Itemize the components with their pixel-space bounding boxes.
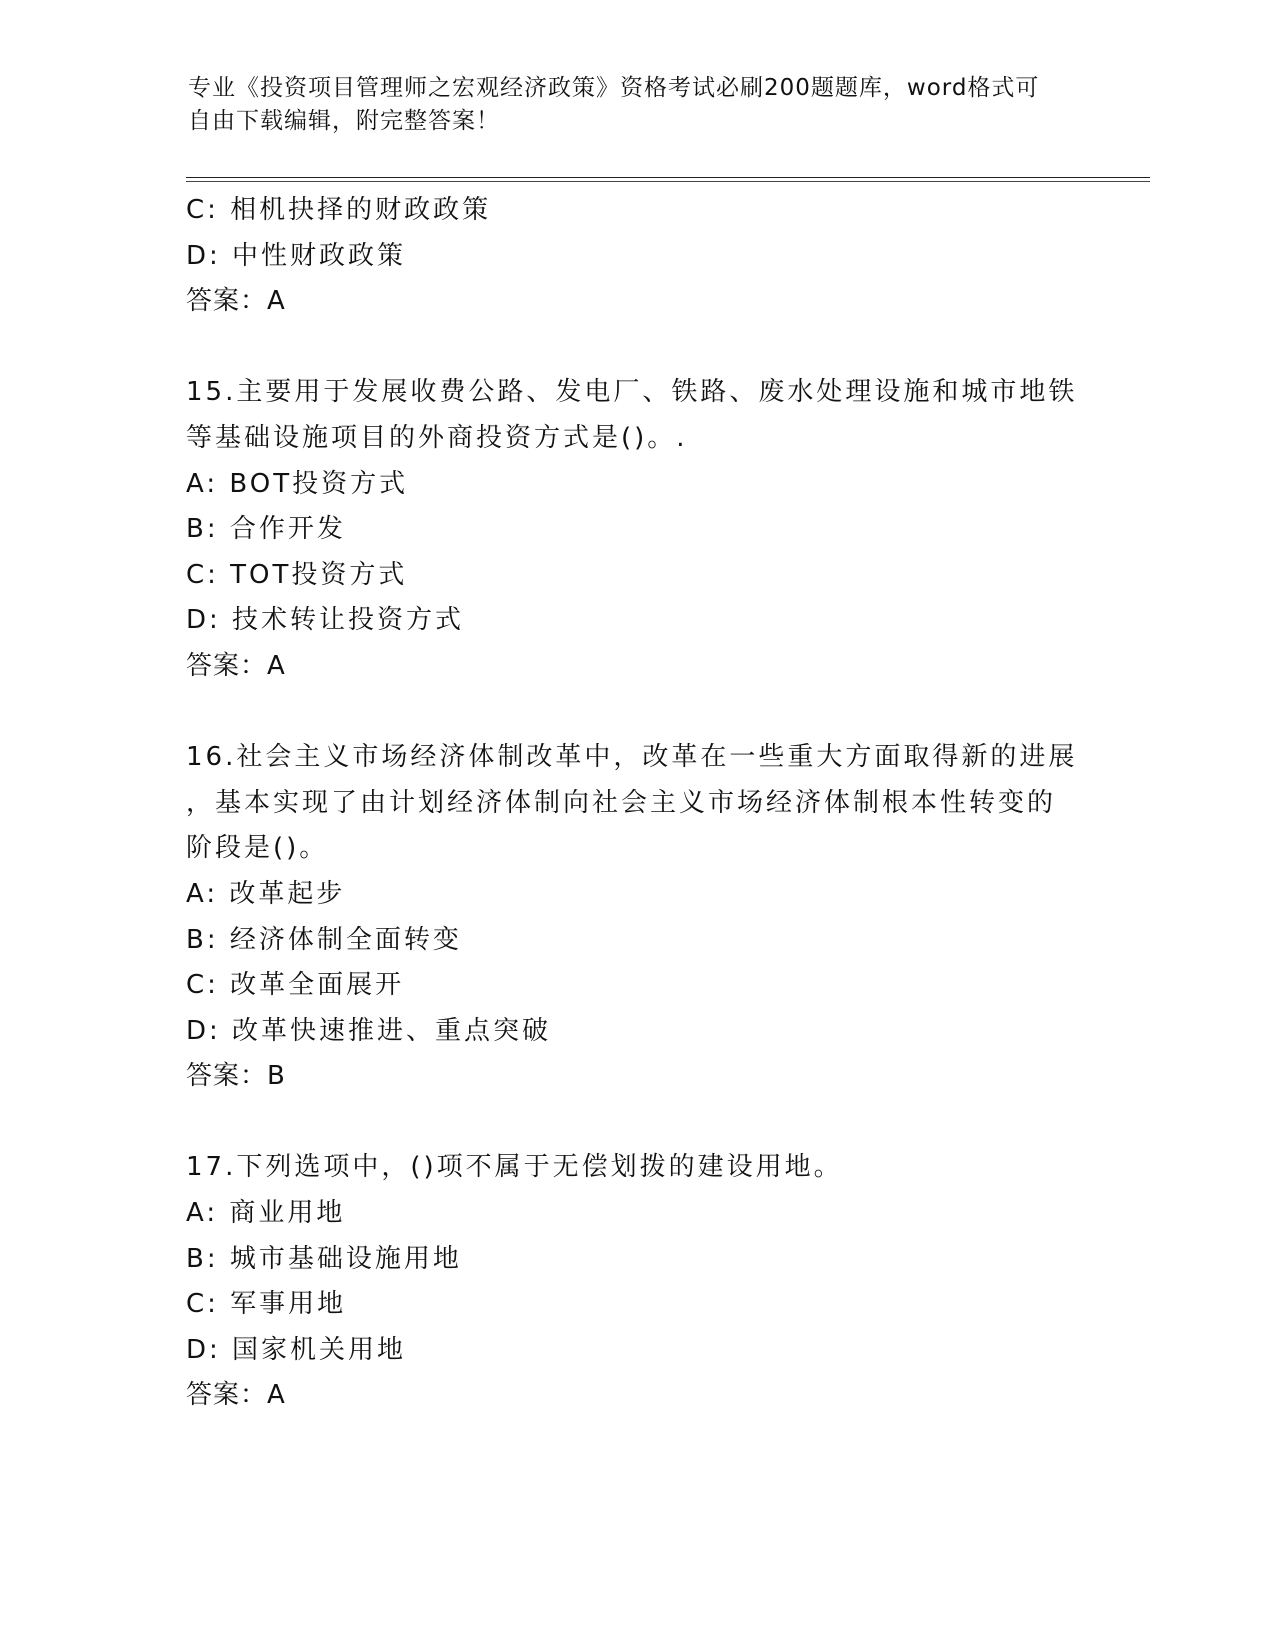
question-stem: 等基础设施项目的外商投资方式是()。. <box>186 422 688 453</box>
header-rule-top <box>186 177 1150 178</box>
header-rule-bottom <box>186 181 1150 182</box>
option-b: B: 合作开发 <box>186 514 346 545</box>
question-16 <box>186 735 1086 1100</box>
option-d: D: 技术转让投资方式 <box>186 605 465 636</box>
header-line-2: 自由下载编辑，附完整答案！ <box>188 108 500 134</box>
question-stem: ，基本实现了由计划经济体制向社会主义市场经济体制根本性转变的 <box>186 787 1057 818</box>
option-c: C: TOT投资方式 <box>186 559 408 590</box>
question-stem: 17.下列选项中，()项不属于无偿划拨的建设用地。 <box>186 1152 843 1183</box>
option-d: D: 中性财政政策 <box>186 240 407 271</box>
option-c: C: 相机抉择的财政政策 <box>186 195 492 225</box>
question-stem: 15.主要用于发展收费公路、发电厂、铁路、废水处理设施和城市地铁 <box>186 377 1078 408</box>
option-a: A: 改革起步 <box>186 878 346 909</box>
answer: 答案：A <box>186 1380 286 1411</box>
option-c: C: 改革全面展开 <box>186 970 405 1001</box>
question-17 <box>186 1145 1086 1419</box>
option-d: D: 国家机关用地 <box>186 1334 407 1365</box>
option-c: C: 军事用地 <box>186 1289 347 1320</box>
question-stem: 16.社会主义市场经济体制改革中，改革在一些重大方面取得新的进展 <box>186 742 1078 773</box>
question-list <box>186 188 1086 1419</box>
option-b: B: 城市基础设施用地 <box>186 1243 462 1274</box>
option-a: A: 商业用地 <box>186 1198 346 1229</box>
question-15 <box>186 370 1086 689</box>
header-line-1: 专业《投资项目管理师之宏观经济政策》资格考试必刷200题题库，word格式可 <box>188 75 1040 101</box>
option-d: D: 改革快速推进、重点突破 <box>186 1015 552 1046</box>
question-stem: 阶段是()。 <box>186 833 329 864</box>
document-header <box>188 72 1068 138</box>
answer: 答案：B <box>186 1061 286 1092</box>
option-a: A: BOT投资方式 <box>186 468 409 499</box>
option-b: B: 经济体制全面转变 <box>186 924 462 955</box>
answer: 答案：A <box>186 650 286 681</box>
prev-question <box>186 188 1086 325</box>
answer: 答案：A <box>186 286 286 317</box>
